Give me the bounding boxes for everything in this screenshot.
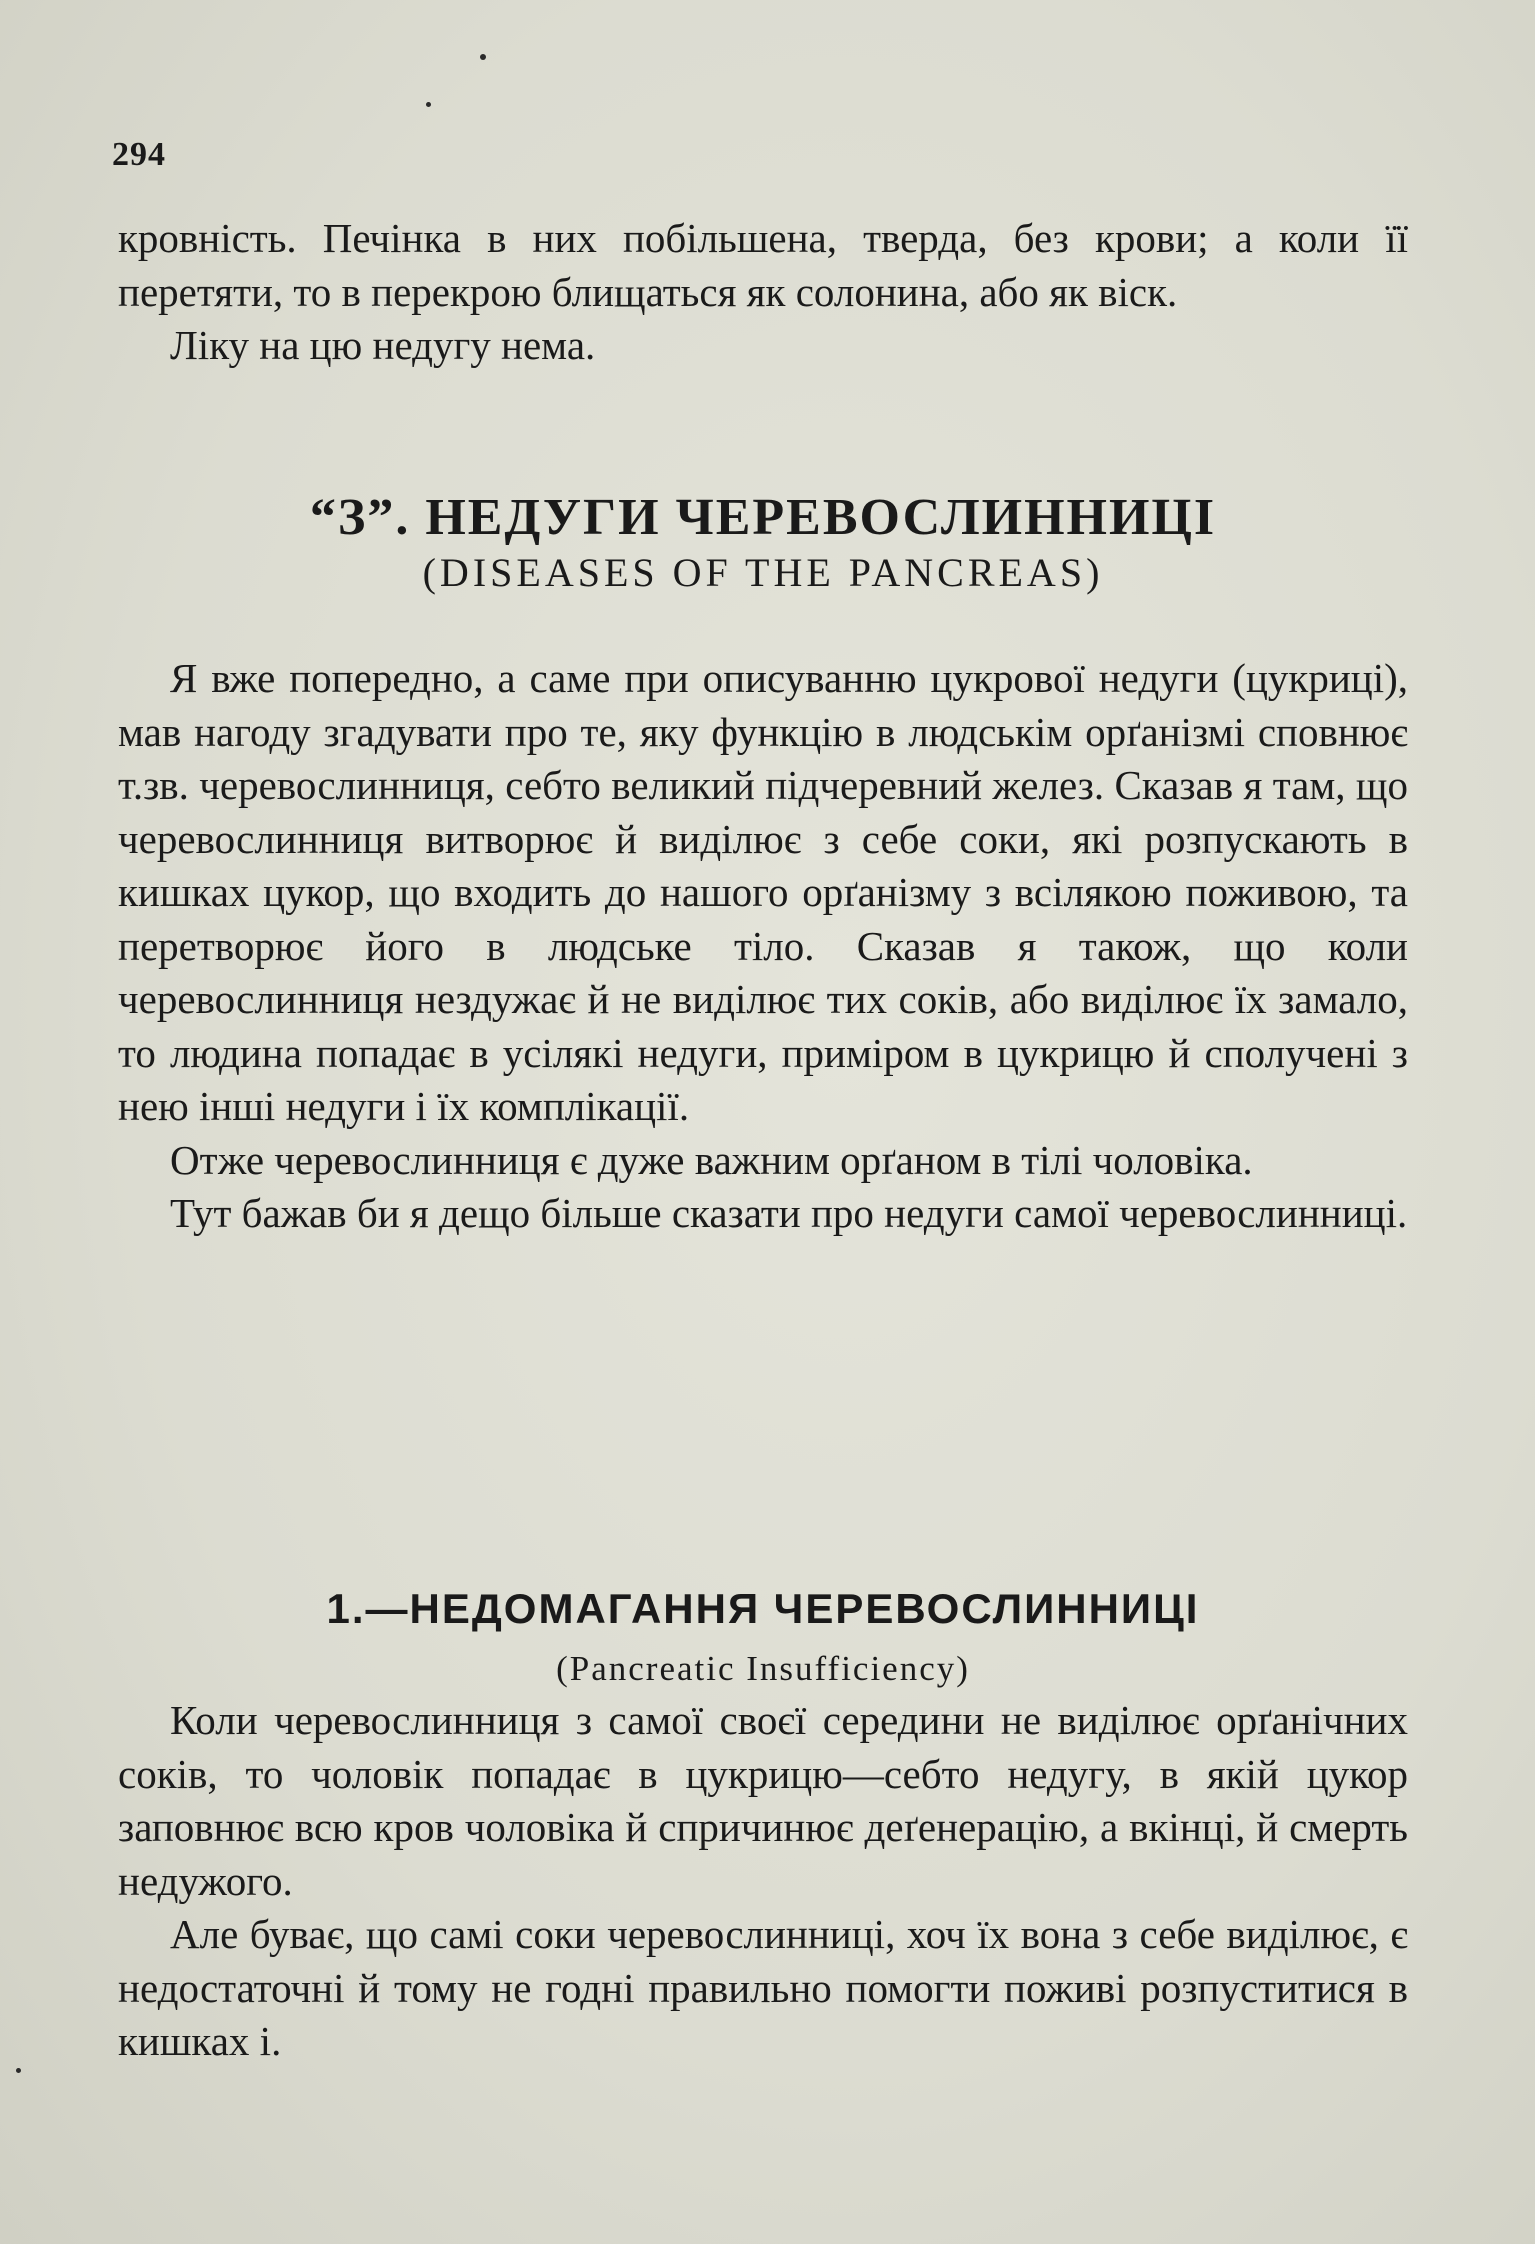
intro-paragraph: Ліку на цю недугу нема. bbox=[170, 322, 596, 368]
section-body bbox=[118, 652, 1408, 1241]
ink-speck bbox=[16, 2068, 21, 2073]
section-paragraph: Я вже попередно, а саме при описуванню цукрової недуги (цукриці), мав нагоду згадувати про те, яку функцію в людськім орґанізмі сповнює т.зв. черевослинниця, себто великий підчеревний желез. Сказав я там, що черевослинниця витворює й виділює з себе соки, які розпускають в кишках цукор, що входить до нашого орґанізму з всілякою поживою, та перетворює його в людське тіло. Сказав я також, що коли черевослинниця нездужає й не виділює тих соків, або виділює їх замало, то людина попадає в усілякі недуги, приміром в цукрицю й сполучені з нею інші недуги і їх комплікації. bbox=[118, 655, 1408, 1129]
subsection-body bbox=[118, 1694, 1408, 2069]
section-subtitle: (DISEASES OF THE PANCREAS) bbox=[422, 550, 1104, 595]
page-number: 294 bbox=[112, 136, 166, 173]
section-title: “З”. НЕДУГИ ЧЕРЕВОСЛИННИЦІ bbox=[309, 489, 1217, 546]
ink-speck bbox=[426, 102, 431, 107]
subsection-paragraph: Коли черевослинниця з самої своєї середини не виділює орґанічних соків, то чоловік попадає в цукрицю—себто недугу, в якій цукор заповнює всю кров чоловіка й спричинює деґенерацію, а вкінці, й смерть недужого. bbox=[118, 1697, 1408, 1904]
section-paragraph: Тут бажав би я дещо більше сказати про недуги самої черевослинниці. bbox=[170, 1190, 1408, 1236]
ink-speck bbox=[480, 54, 486, 60]
subsection-title: 1.—НЕДОМАГАННЯ ЧЕРЕВОСЛИННИЦІ bbox=[326, 1585, 1200, 1632]
intro-paragraph: кровність. Печінка в них побільшена, тверда, без крови; а коли її перетяти, то в перекрою блищаться як солонина, або як віск. bbox=[118, 215, 1408, 315]
section-paragraph: Отже черевослинниця є дуже важним орґаном в тілі чоловіка. bbox=[170, 1136, 1253, 1183]
subsection-paragraph: Але буває, що самі соки черевослинниці, хоч їх вона з себе виділює, є недостаточні й тому не годні правильно помогти поживі розпуститися в кишках і. bbox=[118, 1911, 1408, 2064]
subsection-subtitle: (Pancreatic Insufficiency) bbox=[556, 1649, 970, 1688]
intro-text bbox=[118, 212, 1408, 373]
